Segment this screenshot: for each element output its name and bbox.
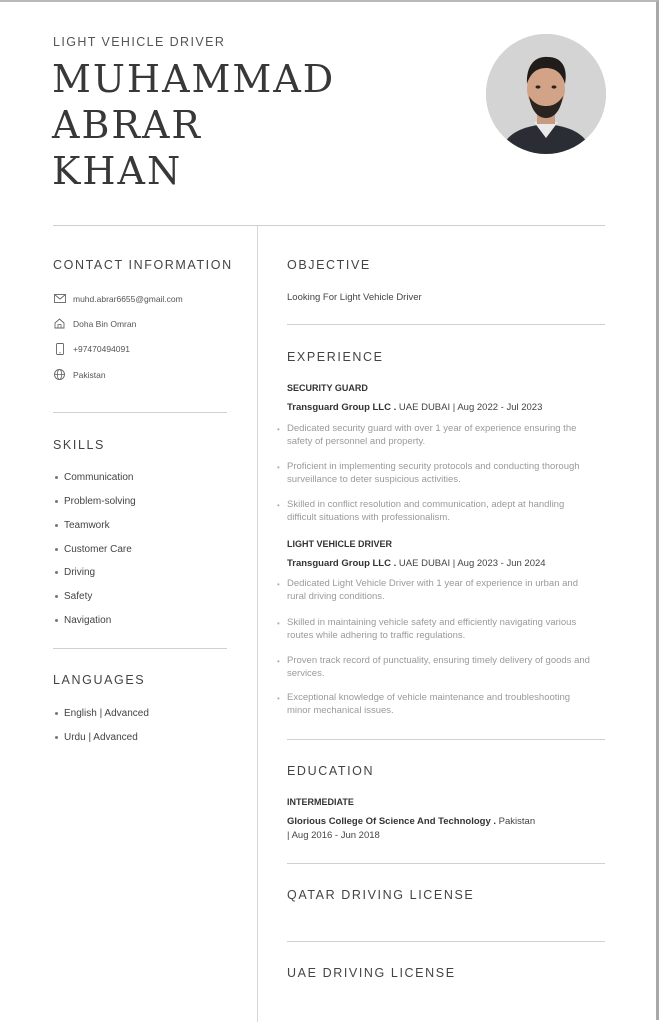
email-text: muhd.abrar6655@gmail.com (73, 293, 183, 304)
contact-email (53, 292, 183, 305)
name-line-1: MUHAMMAD (52, 57, 336, 101)
contact-heading: CONTACT INFORMATION (53, 258, 233, 272)
skill-item: Communication (55, 472, 133, 483)
language-item: Urdu | Advanced (55, 732, 138, 743)
job-title: LIGHT VEHICLE DRIVER (287, 539, 393, 549)
job-bullet: • Exceptional knowledge of vehicle maintenance and troubleshooting minor mechanical issues. (277, 692, 571, 716)
education-level: INTERMEDIATE (287, 797, 354, 807)
candidate-name (52, 56, 335, 194)
address-text: Doha Bin Omran (73, 318, 137, 329)
education-dates: | Aug 2016 - Jun 2018 (287, 830, 380, 841)
job-bullet: • Dedicated Light Vehicle Driver with 1 year of experience in urban and rural driving conditions. (277, 578, 578, 602)
phone-icon (53, 342, 66, 355)
globe-icon (53, 368, 66, 381)
skill-item: Teamwork (55, 520, 110, 531)
phone-text: +97470494091 (73, 343, 130, 354)
skill-item: Problem-solving (55, 496, 136, 507)
job-company-line: Transguard Group LLC . UAE DUBAI | Aug 2022 - Jul 2023 (287, 402, 543, 413)
job-bullet: • Skilled in conflict resolution and communication, adept at handling difficult situations with professionalism. (277, 499, 565, 523)
license-heading-uae: UAE DRIVING LICENSE (287, 966, 456, 980)
skills-heading: SKILLS (53, 438, 105, 452)
skill-item: Driving (55, 567, 95, 578)
education-divider (287, 863, 605, 864)
job-bullet: • Proven track record of punctuality, ensuring timely delivery of goods and services. (277, 655, 590, 679)
job-subtitle: LIGHT VEHICLE DRIVER (53, 35, 226, 49)
mail-icon (53, 292, 66, 305)
country-text: Pakistan (73, 369, 106, 380)
job-bullet: • Skilled in maintaining vehicle safety and efficiently navigating various routes while adhering to traffic regulations. (277, 617, 577, 641)
license-divider (287, 941, 605, 942)
education-school-line: Glorious College Of Science And Technology . Pakistan (287, 816, 536, 827)
name-line-2: ABRAR (52, 103, 203, 147)
profile-photo (486, 34, 606, 154)
skills-divider (53, 648, 227, 649)
skill-item: Safety (55, 591, 92, 602)
name-line-3: KHAN (52, 149, 183, 193)
contact-divider (53, 412, 227, 413)
column-divider (257, 226, 258, 1022)
skill-item: Customer Care (55, 544, 132, 555)
skill-item: Navigation (55, 615, 111, 626)
home-icon (53, 317, 66, 330)
experience-heading: EXPERIENCE (287, 350, 384, 364)
job-bullet: • Dedicated security guard with over 1 year of experience ensuring the safety of personnel and property. (277, 423, 577, 447)
objective-divider (287, 324, 605, 325)
languages-heading: LANGUAGES (53, 673, 146, 687)
job-company-line: Transguard Group LLC . UAE DUBAI | Aug 2023 - Jun 2024 (287, 558, 546, 569)
job-bullet: • Proficient in implementing security protocols and conducting thorough surveillance to deter suspicious activities. (277, 461, 580, 485)
objective-text: Looking For Light Vehicle Driver (287, 292, 422, 303)
contact-phone (53, 342, 130, 355)
job-title: SECURITY GUARD (287, 383, 368, 393)
contact-address (53, 317, 136, 330)
license-heading-qatar: QATAR DRIVING LICENSE (287, 888, 475, 902)
language-item: English | Advanced (55, 708, 149, 719)
education-heading: EDUCATION (287, 764, 375, 778)
header-divider (53, 225, 605, 226)
contact-country (53, 368, 106, 381)
experience-divider (287, 739, 605, 740)
objective-heading: OBJECTIVE (287, 258, 371, 272)
